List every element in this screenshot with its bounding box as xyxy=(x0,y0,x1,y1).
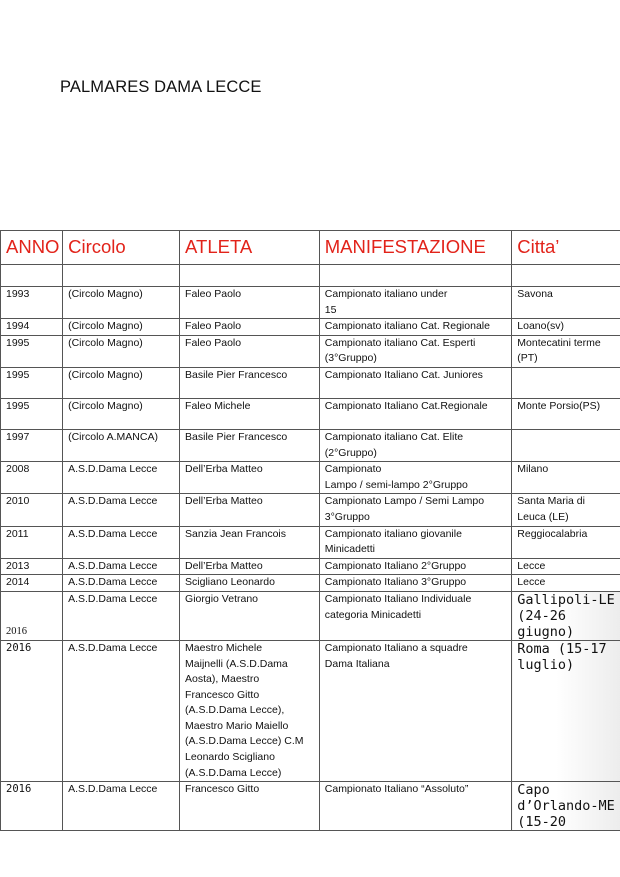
cell-anno: 1995 xyxy=(1,398,63,429)
table-body xyxy=(1,265,620,831)
cell-manifestazione: Campionato Italiano Individuale categoria Minicadetti xyxy=(319,591,512,640)
cell-anno: 2013 xyxy=(1,558,63,575)
cell-citta: Lecce xyxy=(512,558,620,575)
cell-manifestazione xyxy=(319,265,512,287)
cell-atleta: Faleo Paolo xyxy=(180,287,320,319)
cell-atleta: Dell’Erba Matteo xyxy=(180,494,320,526)
cell-anno: 1994 xyxy=(1,319,63,336)
table-row xyxy=(1,335,620,367)
cell-citta: Monte Porsio(PS) xyxy=(512,398,620,429)
header-circolo: Circolo xyxy=(63,231,180,265)
cell-circolo: (Circolo Magno) xyxy=(63,367,180,398)
cell-citta xyxy=(512,429,620,461)
table-header-row xyxy=(1,231,620,265)
cell-citta: Capo d’Orlando-ME (15-20 xyxy=(512,782,620,831)
cell-circolo: (Circolo Magno) xyxy=(63,287,180,319)
table-row xyxy=(1,462,620,494)
palmares-table xyxy=(0,230,620,831)
cell-circolo: A.S.D.Dama Lecce xyxy=(63,462,180,494)
cell-atleta: Giorgio Vetrano xyxy=(180,591,320,640)
cell-anno: 2010 xyxy=(1,494,63,526)
cell-citta: Milano xyxy=(512,462,620,494)
cell-anno: 1995 xyxy=(1,367,63,398)
cell-manifestazione: Campionato italiano Cat. Regionale xyxy=(319,319,512,336)
table-row xyxy=(1,782,620,831)
cell-atleta xyxy=(180,265,320,287)
cell-manifestazione: Campionato italiano giovanile Minicadetti xyxy=(319,526,512,558)
header-citta: Citta’ xyxy=(512,231,620,265)
cell-manifestazione: Campionato Lampo / semi-lampo 2°Gruppo xyxy=(319,462,512,494)
cell-atleta: Dell’Erba Matteo xyxy=(180,462,320,494)
cell-atleta: Faleo Paolo xyxy=(180,335,320,367)
table-row xyxy=(1,265,620,287)
cell-manifestazione: Campionato italiano Cat. Elite (2°Gruppo) xyxy=(319,429,512,461)
header-manifestazione: MANIFESTAZIONE xyxy=(319,231,512,265)
cell-atleta: Faleo Paolo xyxy=(180,319,320,336)
cell-circolo: A.S.D.Dama Lecce xyxy=(63,494,180,526)
cell-circolo: A.S.D.Dama Lecce xyxy=(63,640,180,781)
cell-manifestazione: Campionato italiano under 15 xyxy=(319,287,512,319)
cell-circolo: A.S.D.Dama Lecce xyxy=(63,575,180,592)
cell-manifestazione: Campionato Italiano “Assoluto” xyxy=(319,782,512,831)
cell-anno xyxy=(1,265,63,287)
cell-manifestazione: Campionato italiano Cat. Esperti (3°Gruppo) xyxy=(319,335,512,367)
table-row xyxy=(1,575,620,592)
table-row xyxy=(1,591,620,640)
cell-anno: 2011 xyxy=(1,526,63,558)
table-row xyxy=(1,367,620,398)
cell-anno: 2008 xyxy=(1,462,63,494)
cell-circolo: (Circolo Magno) xyxy=(63,335,180,367)
cell-circolo: (Circolo A.MANCA) xyxy=(63,429,180,461)
cell-citta: Santa Maria di Leuca (LE) xyxy=(512,494,620,526)
cell-anno: 2016 xyxy=(1,591,63,640)
cell-anno: 1997 xyxy=(1,429,63,461)
cell-manifestazione: Campionato Italiano 2°Gruppo xyxy=(319,558,512,575)
cell-citta xyxy=(512,367,620,398)
header-atleta: ATLETA xyxy=(180,231,320,265)
table-row xyxy=(1,640,620,781)
cell-circolo: A.S.D.Dama Lecce xyxy=(63,591,180,640)
header-anno: ANNO xyxy=(1,231,63,265)
cell-circolo: A.S.D.Dama Lecce xyxy=(63,782,180,831)
cell-anno: 1995 xyxy=(1,335,63,367)
cell-citta: Savona xyxy=(512,287,620,319)
cell-circolo: (Circolo Magno) xyxy=(63,319,180,336)
cell-citta: Montecatini terme (PT) xyxy=(512,335,620,367)
cell-manifestazione: Campionato Lampo / Semi Lampo 3°Gruppo xyxy=(319,494,512,526)
cell-citta: Reggiocalabria xyxy=(512,526,620,558)
cell-anno: 2016 xyxy=(1,640,63,781)
cell-circolo: A.S.D.Dama Lecce xyxy=(63,526,180,558)
table-row xyxy=(1,526,620,558)
cell-citta: Lecce xyxy=(512,575,620,592)
table-row xyxy=(1,287,620,319)
cell-manifestazione: Campionato Italiano a squadre Dama Italiana xyxy=(319,640,512,781)
page-title: PALMARES DAMA LECCE xyxy=(60,78,262,96)
table-row xyxy=(1,319,620,336)
cell-atleta: Scigliano Leonardo xyxy=(180,575,320,592)
cell-citta: Roma (15-17 luglio) xyxy=(512,640,620,781)
cell-atleta: Francesco Gitto xyxy=(180,782,320,831)
cell-manifestazione: Campionato Italiano Cat.Regionale xyxy=(319,398,512,429)
cell-anno: 1993 xyxy=(1,287,63,319)
cell-citta: Gallipoli-LE (24-26 giugno) xyxy=(512,591,620,640)
cell-atleta: Dell’Erba Matteo xyxy=(180,558,320,575)
cell-circolo: (Circolo Magno) xyxy=(63,398,180,429)
cell-atleta: Basile Pier Francesco xyxy=(180,429,320,461)
table-row xyxy=(1,398,620,429)
cell-circolo: A.S.D.Dama Lecce xyxy=(63,558,180,575)
cell-atleta: Basile Pier Francesco xyxy=(180,367,320,398)
cell-anno: 2014 xyxy=(1,575,63,592)
cell-atleta: Maestro Michele Maijnelli (A.S.D.Dama Aosta), Maestro Francesco Gitto (A.S.D.Dama Lecce), Maestro Mario Maiello (A.S.D.Dama Lecce) C.M Leonardo Scigliano (A.S.D.Dama Lecce) xyxy=(180,640,320,781)
cell-citta: Loano(sv) xyxy=(512,319,620,336)
cell-circolo xyxy=(63,265,180,287)
table-row xyxy=(1,429,620,461)
cell-atleta: Faleo Michele xyxy=(180,398,320,429)
table-row xyxy=(1,558,620,575)
cell-manifestazione: Campionato Italiano Cat. Juniores xyxy=(319,367,512,398)
table-row xyxy=(1,494,620,526)
cell-manifestazione: Campionato Italiano 3°Gruppo xyxy=(319,575,512,592)
cell-atleta: Sanzia Jean Francois xyxy=(180,526,320,558)
cell-anno: 2016 xyxy=(1,782,63,831)
cell-citta xyxy=(512,265,620,287)
